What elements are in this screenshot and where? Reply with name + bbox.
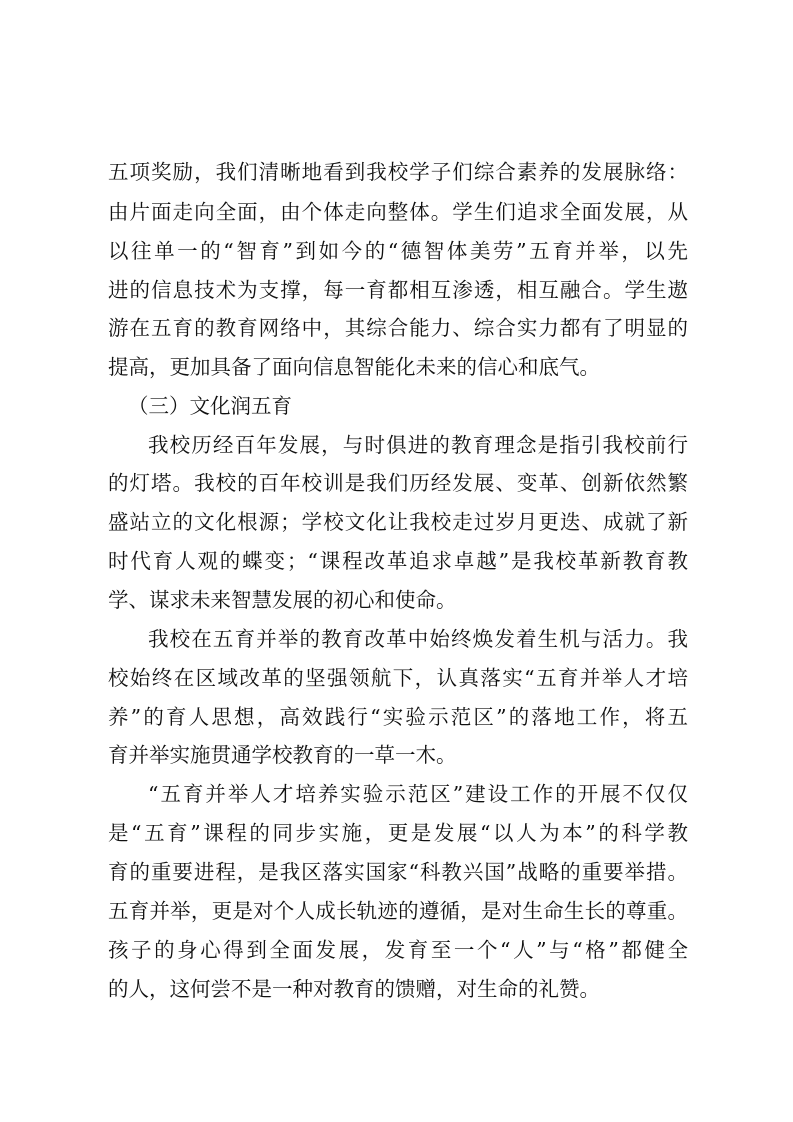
paragraph-line: 孩子的身心得到全面发展，发育至一个“人”与“格”都健全 [108,938,688,962]
paragraph-line: 时代育人观的蝶变；“课程改革追求卓越”是我校革新教育教 [108,549,688,573]
paragraph-line: 校始终在区域改革的坚强领航下，认真落实“五育并举人才培 [108,666,688,690]
paragraph-line: 是“五育”课程的同步实施，更是发展“以人为本”的科学教 [108,821,688,845]
paragraph-line: 提高，更加具备了面向信息智能化未来的信心和底气。 [108,355,600,379]
paragraph-line: 五项奖励，我们清晰地看到我校学子们综合素养的发展脉络： [108,160,688,184]
paragraph-line: 的人，这何尝不是一种对教育的馈赠，对生命的礼赞。 [108,977,600,1001]
paragraph-line: 我校在五育并举的教育改革中始终焕发着生机与活力。我 [148,627,688,651]
section-heading: （三）文化润五育 [128,394,292,418]
paragraph-line: 养”的育人思想，高效践行“实验示范区”的落地工作，将五 [108,705,688,729]
paragraph-line: 盛站立的文化根源；学校文化让我校走过岁月更迭、成就了新 [108,510,688,534]
paragraph-line: 由片面走向全面，由个体走向整体。学生们追求全面发展，从 [108,200,688,224]
paragraph-line: 的灯塔。我校的百年校训是我们历经发展、变革、创新依然繁 [108,471,688,495]
paragraph-line: 育并举实施贯通学校教育的一草一木。 [108,743,457,767]
paragraph-line: 以往单一的“智育”到如今的“德智体美劳”五育并举，以先 [108,239,688,263]
paragraph-line: 游在五育的教育网络中，其综合能力、综合实力都有了明显的 [108,316,688,340]
paragraph-line: “五育并举人才培养实验示范区”建设工作的开展不仅仅 [148,782,688,806]
paragraph-line: 我校历经百年发展，与时俱进的教育理念是指引我校前行 [148,433,688,457]
paragraph-line: 学、谋求未来智慧发展的初心和使命。 [108,588,457,612]
paragraph-line: 育的重要进程，是我区落实国家“科教兴国”战略的重要举措。 [108,860,688,884]
paragraph-line: 进的信息技术为支撑，每一育都相互渗透，相互融合。学生遨 [108,278,688,302]
paragraph-line: 五育并举，更是对个人成长轨迹的遵循，是对生命生长的尊重。 [108,899,688,923]
